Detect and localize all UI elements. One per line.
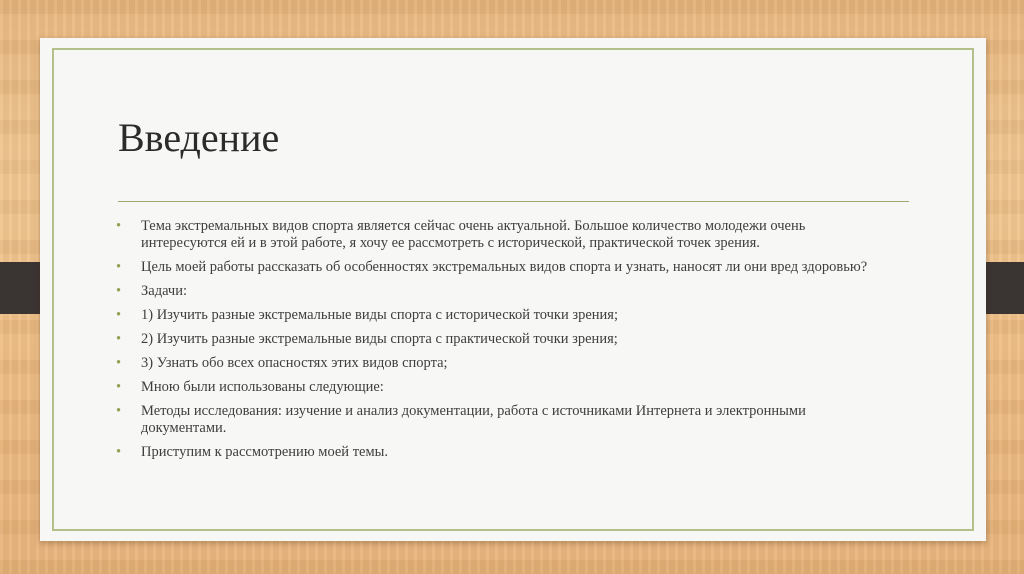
bullet-item [116,403,886,437]
bullet-dot-icon: • [116,355,122,371]
bullet-text: Мною были использованы следующие: [141,379,384,395]
slide-title: Введение [118,115,280,160]
bullet-dot-icon: • [116,331,122,347]
bullet-dot-icon: • [116,403,122,419]
bullet-dot-icon: • [116,444,122,460]
bullet-text: 1) Изучить разные экстремальные виды спорта с исторической точки зрения; [141,307,618,323]
bullet-text: Цель моей работы рассказать об особенностях экстремальных видов спорта и узнать, наносят ли они вред здоровью? [141,259,868,275]
title-divider [118,201,909,202]
bullet-text: Задачи: [141,283,188,299]
bullet-item [116,259,886,276]
bullet-item [116,283,886,300]
bullet-dot-icon: • [116,379,122,395]
slide-paper [40,38,986,541]
bullet-text: Тема экстремальных видов спорта является сейчас очень актуальной. Большое количество молодежи очень интересуются ей и в этой работе, я хочу ее рассмотреть с исторической, практической точек зрения. [141,218,806,251]
bullet-item [116,331,886,348]
bullet-dot-icon: • [116,259,122,275]
bullet-item [116,218,886,252]
bullet-item [116,379,886,396]
bullet-text: 3) Узнать обо всех опасностях этих видов спорта; [141,355,448,371]
bullet-dot-icon: • [116,307,122,323]
bullet-item [116,355,886,372]
bullet-list [116,218,886,468]
bullet-text: 2) Изучить разные экстремальные виды спорта с практической точки зрения; [141,331,618,347]
bullet-item [116,307,886,324]
bullet-text: Приступим к рассмотрению моей темы. [141,444,389,460]
bullet-item [116,444,886,461]
bullet-dot-icon: • [116,283,122,299]
bullet-dot-icon: • [116,218,122,234]
bullet-text: Методы исследования: изучение и анализ документации, работа с источниками Интернета и электронными документами. [141,403,806,436]
